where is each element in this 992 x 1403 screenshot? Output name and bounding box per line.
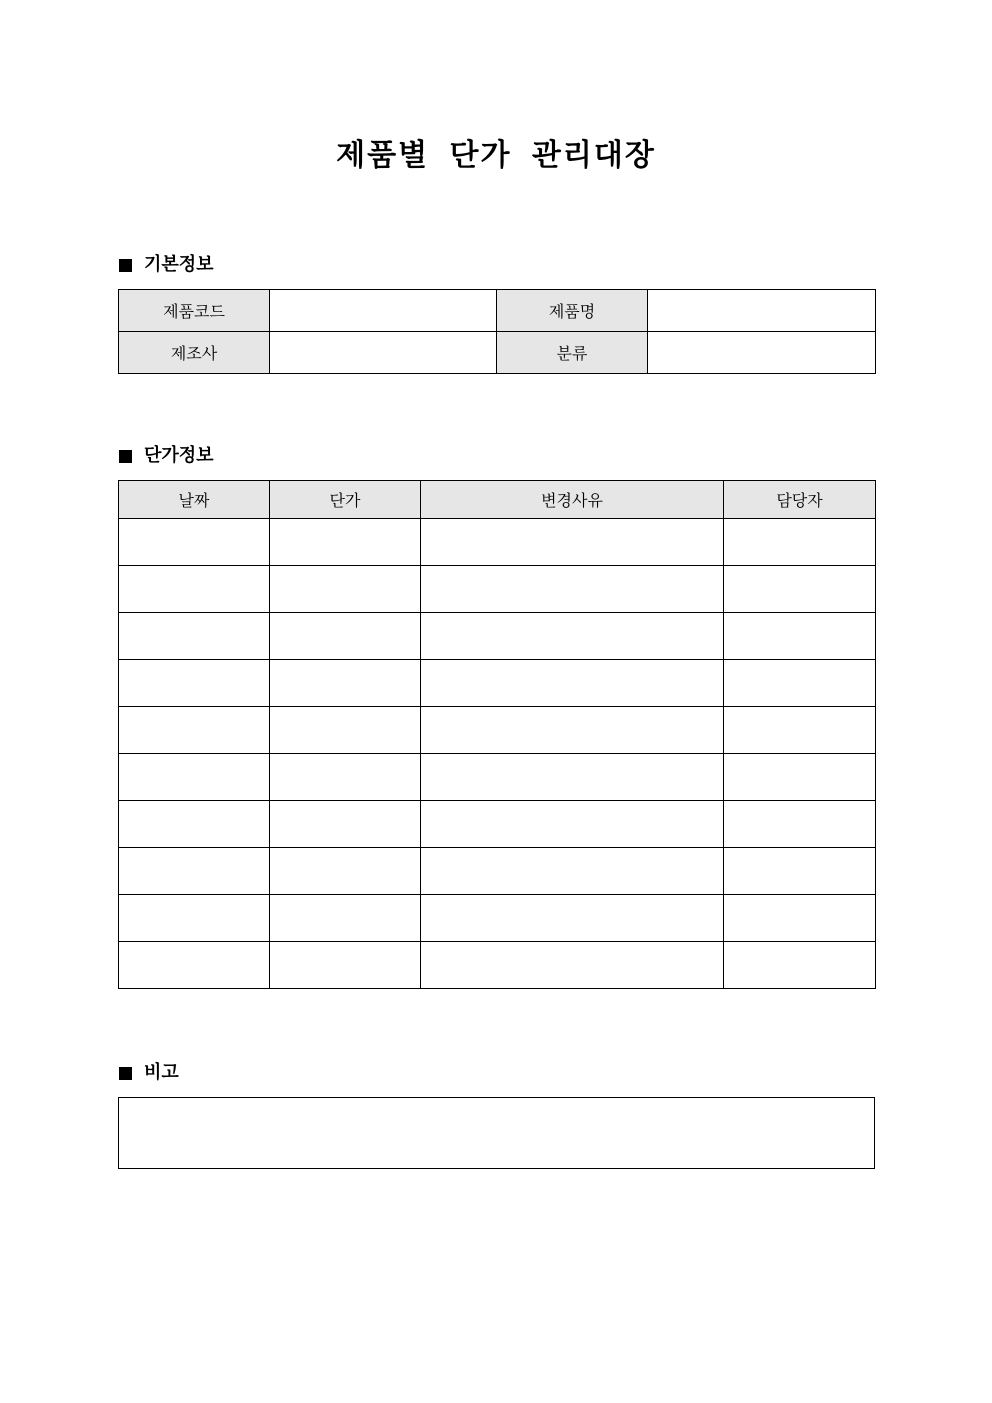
change-reason-cell[interactable]: [421, 848, 724, 895]
change-reason-cell[interactable]: [421, 942, 724, 989]
table-row: [119, 848, 876, 895]
change-reason-cell[interactable]: [421, 660, 724, 707]
unit-price-cell[interactable]: [270, 519, 421, 566]
unit-price-cell[interactable]: [270, 707, 421, 754]
manufacturer-label: 제조사: [119, 332, 270, 374]
product-code-field[interactable]: [270, 290, 497, 332]
table-row: [119, 566, 876, 613]
unit-price-cell[interactable]: [270, 660, 421, 707]
black-square-icon: [119, 259, 132, 272]
manager-cell[interactable]: [724, 707, 876, 754]
unit-price-cell[interactable]: [270, 895, 421, 942]
manager-cell[interactable]: [724, 613, 876, 660]
date-cell[interactable]: [119, 942, 270, 989]
manager-cell[interactable]: [724, 801, 876, 848]
change-reason-cell[interactable]: [421, 754, 724, 801]
product-code-label: 제품코드: [119, 290, 270, 332]
table-row: [119, 895, 876, 942]
section-heading-notes: [119, 1061, 179, 1085]
table-row: [119, 290, 876, 332]
date-cell[interactable]: [119, 848, 270, 895]
date-cell[interactable]: [119, 566, 270, 613]
manager-cell[interactable]: [724, 660, 876, 707]
unit-price-cell[interactable]: [270, 848, 421, 895]
unit-price-cell[interactable]: [270, 942, 421, 989]
document-title: 제품별 단가 관리대장: [336, 138, 656, 173]
table-row: [119, 754, 876, 801]
price-info-heading-text: 단가정보: [144, 445, 214, 466]
section-heading-basic-info: [119, 253, 214, 277]
table-row: [119, 942, 876, 989]
product-name-label: 제품명: [497, 290, 648, 332]
column-header-unit-price: 단가: [270, 481, 421, 519]
manager-cell[interactable]: [724, 519, 876, 566]
column-header-date: 날짜: [119, 481, 270, 519]
change-reason-cell[interactable]: [421, 566, 724, 613]
table-row: [119, 707, 876, 754]
product-name-field[interactable]: [648, 290, 876, 332]
unit-price-cell[interactable]: [270, 754, 421, 801]
date-cell[interactable]: [119, 895, 270, 942]
category-field[interactable]: [648, 332, 876, 374]
manufacturer-field[interactable]: [270, 332, 497, 374]
unit-price-cell[interactable]: [270, 801, 421, 848]
black-square-icon: [119, 1067, 132, 1080]
table-row: [119, 801, 876, 848]
column-header-change-reason: 변경사유: [421, 481, 724, 519]
date-cell[interactable]: [119, 519, 270, 566]
notes-heading-text: 비고: [144, 1062, 179, 1083]
notes-field[interactable]: [118, 1097, 875, 1169]
date-cell[interactable]: [119, 801, 270, 848]
change-reason-cell[interactable]: [421, 519, 724, 566]
date-cell[interactable]: [119, 707, 270, 754]
unit-price-cell[interactable]: [270, 566, 421, 613]
manager-cell[interactable]: [724, 848, 876, 895]
table-row: [119, 519, 876, 566]
column-header-manager: 담당자: [724, 481, 876, 519]
change-reason-cell[interactable]: [421, 707, 724, 754]
manager-cell[interactable]: [724, 566, 876, 613]
table-row: [119, 613, 876, 660]
unit-price-cell[interactable]: [270, 613, 421, 660]
section-heading-price-info: [119, 444, 214, 468]
basic-info-table: [118, 289, 876, 374]
change-reason-cell[interactable]: [421, 613, 724, 660]
manager-cell[interactable]: [724, 895, 876, 942]
date-cell[interactable]: [119, 754, 270, 801]
black-square-icon: [119, 450, 132, 463]
category-label: 분류: [497, 332, 648, 374]
manager-cell[interactable]: [724, 942, 876, 989]
change-reason-cell[interactable]: [421, 895, 724, 942]
basic-info-heading-text: 기본정보: [144, 254, 214, 275]
table-row: [119, 660, 876, 707]
price-history-table: [118, 480, 876, 989]
table-header-row: [119, 481, 876, 519]
date-cell[interactable]: [119, 613, 270, 660]
date-cell[interactable]: [119, 660, 270, 707]
table-row: [119, 332, 876, 374]
manager-cell[interactable]: [724, 754, 876, 801]
change-reason-cell[interactable]: [421, 801, 724, 848]
